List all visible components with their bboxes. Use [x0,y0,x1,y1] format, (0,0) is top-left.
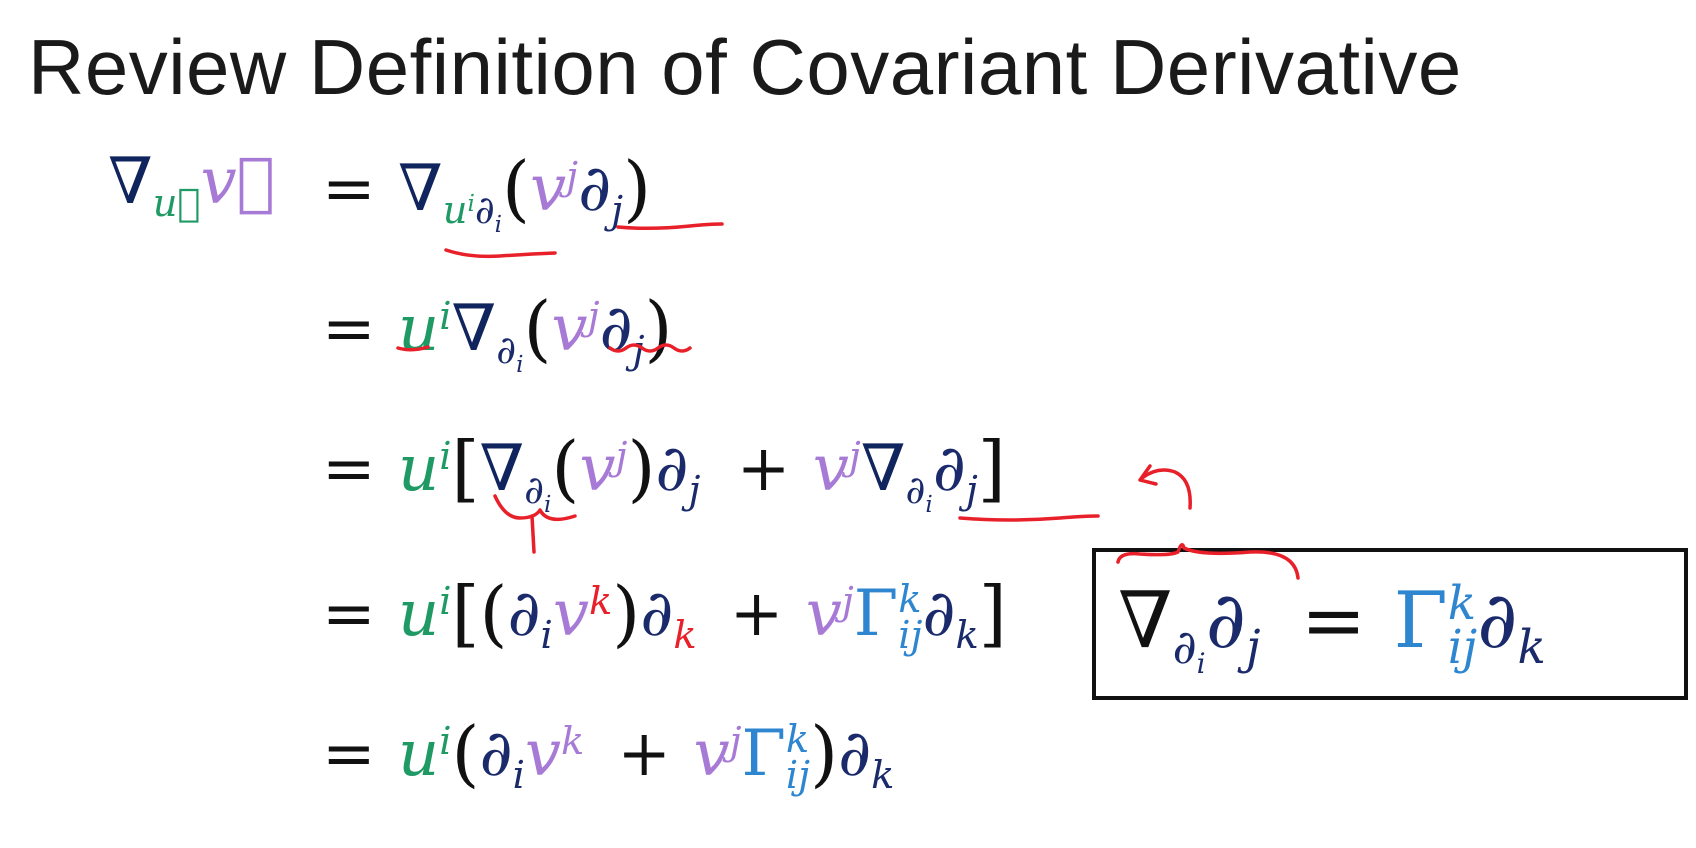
equation-line-3: = $u^i[\nabla_{\partial_i}(v^j)\partial_j + v^j\nabla_{\partial_i}\partial_j]$ [322,425,1006,518]
handwritten-k-superscript: k [588,578,613,624]
brace-stem-left [532,516,534,552]
equation-line-1: = $\nabla_{u^i\partial_i}(v^j\partial_j)$ [322,145,652,238]
underline-nabla-di-dj [960,516,1098,520]
christoffel-identity: $\nabla_{\partial_i}\partial_j = \Gamma$ k $_{ij}\partial_k$ [1118,576,1546,681]
arrow-head [1140,466,1156,484]
equation-line-4: = $u^i[(\partial_iv^k)\partial_k + v^j\Gamma$ k $_{ij}\partial_k$] [322,570,1007,659]
equation-line-5: = $u^i(\partial_iv^k + v^j\Gamma$ k $_{ij})\partial_k$ [322,710,895,799]
handwritten-k-subscript: k [673,613,697,659]
underline-ui-di [446,250,555,256]
curved-arrow [1142,470,1190,508]
lhs-expression: $\nabla_{u⃗}v⃗$ [108,145,276,227]
slide-title: Review Definition of Covariant Derivative [28,23,1462,111]
equation-line-2: = $u^i\nabla_{\partial_i}(v^j\partial_j)$ [322,285,673,378]
